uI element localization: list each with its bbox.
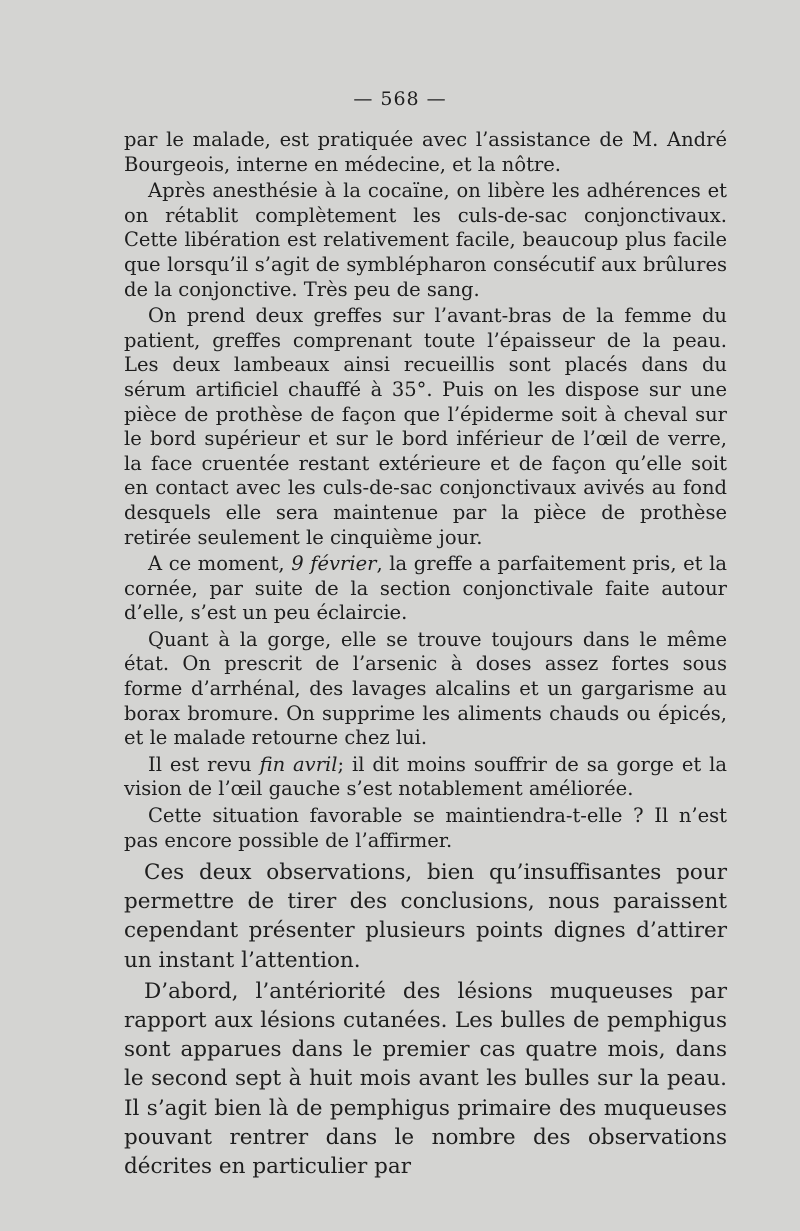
paragraph-february-before: A ce moment, — [148, 552, 292, 576]
paragraph-outcome: Cette situation favorable se maintiendra-t-elle ? Il n’est pas encore possible de l’affirmer. — [124, 804, 727, 852]
paragraph-april — [124, 753, 727, 802]
paragraph-continuation: par le malade, est pratiquée avec l’assistance de M. André Bourgeois, interne en médecine, et la nôtre. — [124, 128, 727, 176]
page-number: — 568 — — [353, 88, 447, 110]
paragraph-anteriority: D’abord, l’antériorité des lésions muqueuses par rapport aux lésions cutanées. Les bulles de pemphigus sont apparues dans le premier cas quatre mois, dans le second sept à huit mois avant les bulles sur la peau. Il s’agit bien là de pemphigus primaire des muqueuses pouvant rentrer dans le nombre des observations décrites en particulier par — [124, 978, 727, 1180]
date-april: fin avril — [259, 752, 338, 776]
observation-text — [124, 128, 727, 855]
paragraph-april-before: Il est revu — [148, 752, 260, 776]
paragraph-february — [124, 552, 727, 626]
paragraph-throat: Quant à la gorge, elle se trouve toujours dans le même état. On prescrit de l’arsenic à doses assez fortes sous forme d’arrhénal, des lavages alcalins et un gargarisme au borax bromure. On supprime les aliments chauds ou épicés, et le malade retourne chez lui. — [124, 627, 727, 750]
date-february: 9 février — [291, 552, 377, 576]
paragraph-february-after: , la greffe a parfaitement pris, et la cornée, par suite de la section conjonctivale faite autour d’elle, s’est un peu éclaircie. — [124, 552, 727, 625]
paragraph-grafts: On prend deux greffes sur l’avant-bras de la femme du patient, greffes comprenant toute l’épaisseur de la peau. Les deux lambeaux ainsi recueillis sont placés dans du sérum artificiel chauffé à 35°. Puis on les dispose sur une pièce de prothèse de façon que l’épiderme soit à cheval sur le bord supérieur et sur le bord inférieur de l’œil de verre, la face cruentée restant extérieure et de façon qu’elle soit en contact avec les culs-de-sac conjonctivaux avivés au fond desquels elle sera maintenue par la pièce de prothèse retirée seulement le cinquième jour. — [124, 304, 727, 549]
paragraph-observations: Ces deux observations, bien qu’insuffisantes pour permettre de tirer des conclusions, nous paraissent cependant présenter plusieurs points dignes d’attirer un instant l’attention. — [124, 860, 727, 973]
paragraph-anesthesia: Après anesthésie à la cocaïne, on libère les adhérences et on rétablit complètement les culs-de-sac conjonctivaux. Cette libération est relativement facile, beaucoup plus facile que lorsqu’il s’agit de symblépharon consécutif aux brûlures de la conjonctive. Très peu de sang. — [124, 179, 727, 301]
discussion-text — [124, 858, 727, 1183]
paragraph-april-after: ; il dit moins souffrir de sa gorge et la vision de l’œil gauche s’est notablement améliorée. — [124, 752, 728, 801]
